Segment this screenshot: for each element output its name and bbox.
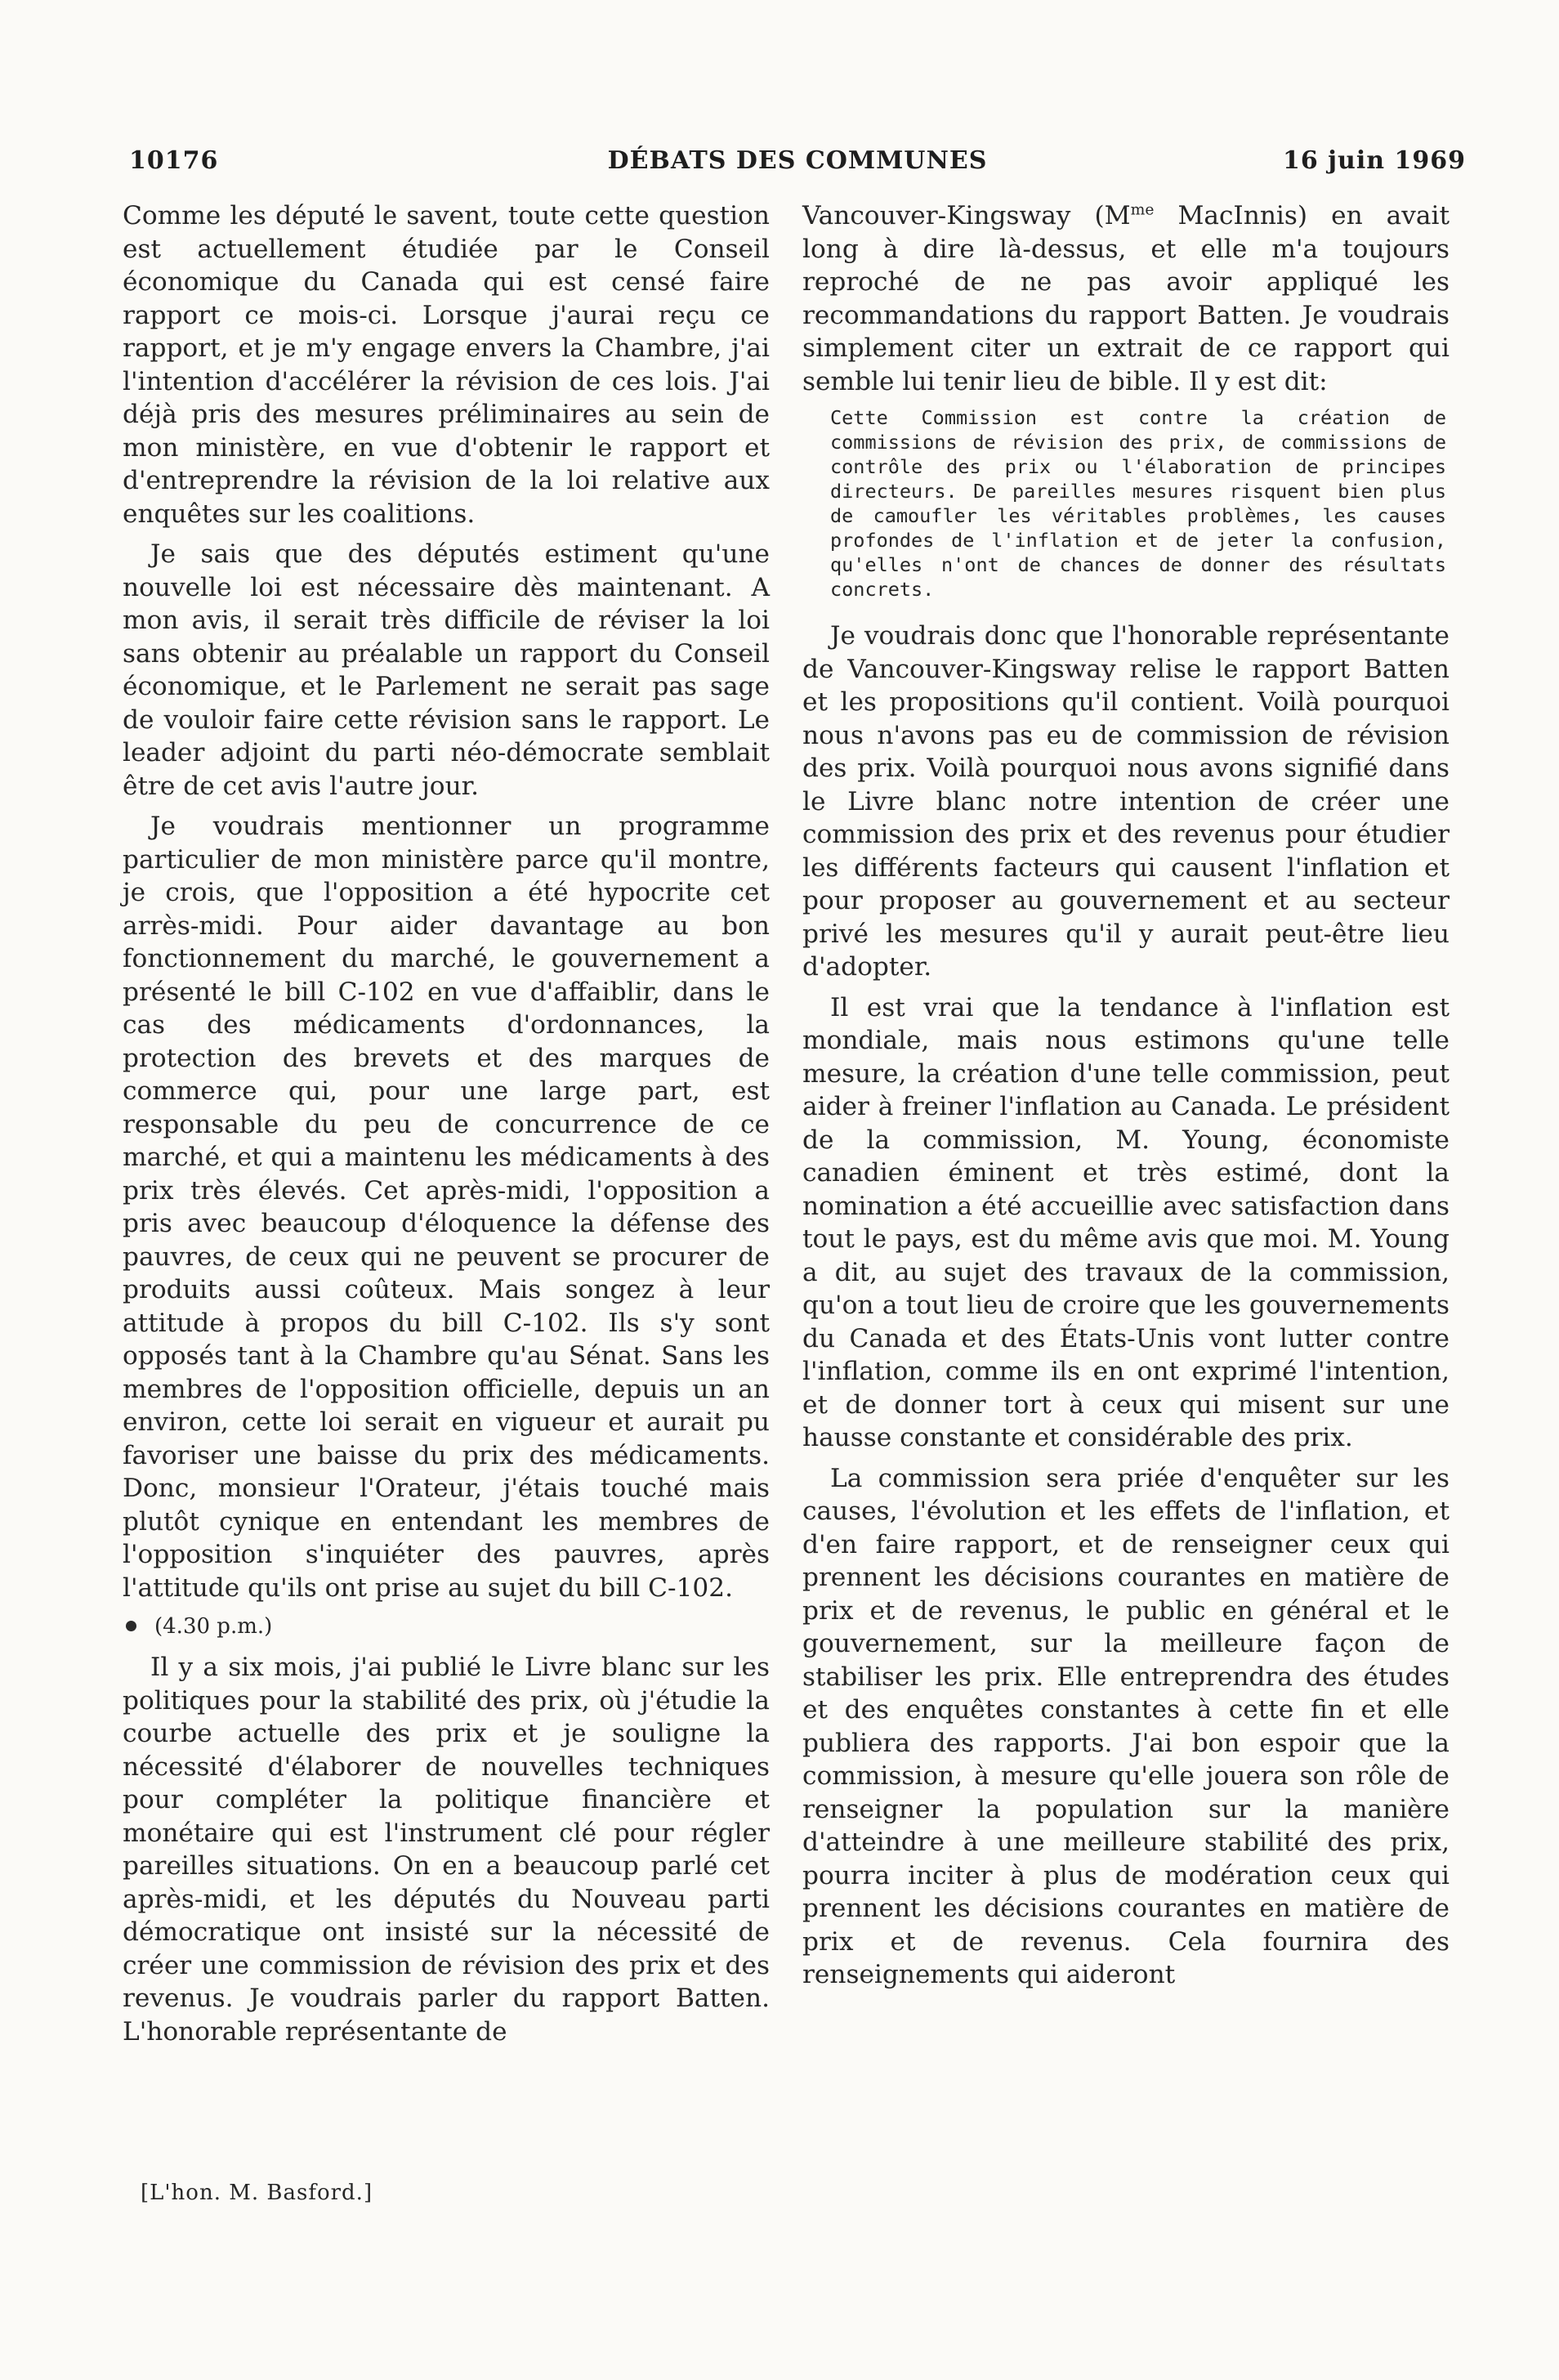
page-number: 10176 bbox=[129, 146, 219, 175]
title-abbrev: me bbox=[1130, 201, 1155, 219]
speaker-attribution: [L'hon. M. Basford.] bbox=[141, 2181, 373, 2205]
left-column bbox=[123, 199, 770, 2056]
bullet-icon bbox=[126, 1621, 136, 1631]
publication-date: 16 juin 1969 bbox=[1282, 146, 1466, 175]
paragraph-text: MacInnis) en avait long à dire là-dessus, et elle m'a toujours reproché de ne pas avoir appliqué les recommandations du rapport Batten. Je voudrais simplement citer un extrait de ce rapport qui semble lui tenir lieu de bible. Il y est dit: bbox=[802, 201, 1450, 396]
page-header bbox=[129, 141, 1466, 181]
paragraph: Il y a six mois, j'ai publié le Livre blanc sur les politiques pour la stabilité des prix, où j'étudie la courbe actuelle des prix et je souligne la nécessité d'élaborer de nouvelles techniques pour compléter la politique financière et monétaire qui est l'instrument clé pour régler pareilles situations. On en a beaucoup parlé cet après-midi, et les députés du Nouveau parti démocratique ont insisté sur la nécessité de créer une commission de révision des prix et des revenus. Je voudrais parler du rapport Batten. L'honorable représentante de bbox=[123, 1653, 770, 2047]
paragraph-text: Vancouver-Kingsway (M bbox=[802, 201, 1131, 230]
time-marker-text: (4.30 p.m.) bbox=[154, 1614, 273, 1639]
time-marker bbox=[123, 1612, 770, 1641]
paragraph: Il est vrai que la tendance à l'inflation est mondiale, mais nous estimons qu'une telle mesure, la création d'une telle commission, peut aider à freiner l'inflation au Canada. Le président de la commission, M. Young, économiste canadien éminent et très estimé, dont la nomination a été accueillie avec satisfaction dans tout le pays, est du même avis que moi. M. Young a dit, au sujet des travaux de la commission, qu'on a tout lieu de croire que les gouvernements du Canada et des États-Unis vont lutter contre l'inflation, comme ils en ont exprimé l'intention, et de donner tort à ceux qui misent sur une hausse constante et considérable des prix. bbox=[802, 992, 1450, 1452]
paragraph: La commission sera priée d'enquêter sur les causes, l'évolution et les effets de l'inflation, et d'en faire rapport, et de renseigner ceux qui prennent les décisions courantes en matière de prix et de revenus, le public en général et le gouvernement, sur la meilleure façon de stabiliser les prix. Elle entreprendra des études et des enquêtes constantes à cette fin et elle publiera des rapports. J'ai bon espoir que la commission, à mesure qu'elle jouera son rôle de renseigner la population sur la manière d'atteindre à une meilleure stabilité des prix, pourra inciter à plus de modération ceux qui prennent les décisions courantes en matière de prix et de revenus. Cela fournira des renseignements qui aideront bbox=[802, 1463, 1450, 1989]
paragraph: Comme les député le savent, toute cette question est actuellement étudiée par le Conseil économique du Canada qui est censé faire rapport ce mois-ci. Lorsque j'aurai reçu ce rapport, et je m'y engage envers la Chambre, j'ai l'intention d'accélérer la révision de ces lois. J'ai déjà pris des mesures préliminaires au sein de mon ministère, en vue d'obtenir le rapport et d'entreprendre la révision de la loi relative aux enquêtes sur les coalitions. bbox=[123, 201, 770, 529]
paragraph bbox=[802, 199, 1450, 398]
paragraph: Je voudrais mentionner un programme particulier de mon ministère parce qu'il montre, je crois, que l'opposition a été hypocrite cet arrès-midi. Pour aider davantage au bon fonctionnement du marché, le gouvernement a présenté le bill C-102 en vue d'affaiblir, dans le cas des médicaments d'ordonnances, la protection des brevets et des marques de commerce qui, pour une large part, est responsable du peu de concurrence de ce marché, et qui a maintenu les médicaments à des prix très élevés. Cet après-midi, l'opposition a pris avec beaucoup d'éloquence la défense des pauvres, de ceux qui ne peuvent se procurer de produits aussi coûteux. Mais songez à leur attitude à propos du bill C-102. Ils s'y sont opposés tant à la Chambre qu'au Sénat. Sans les membres de l'opposition officielle, depuis un an environ, cette loi serait en vigueur et aurait pu favoriser une baisse du prix des médicaments. Donc, monsieur l'Orateur, j'étais touché mais plutôt cynique en entendant les membres de l'opposition s'inquiéter des pauvres, après l'attitude qu'ils ont prise au sujet du bill C-102. bbox=[123, 812, 770, 1603]
paragraph: Je sais que des députés estiment qu'une nouvelle loi est nécessaire dès maintenant. A mon avis, il serait très difficile de réviser la loi sans obtenir au préalable un rapport du Conseil économique, et le Parlement ne serait pas sage de vouloir faire cette révision sans le rapport. Le leader adjoint du parti néo-démocrate semblait être de cet avis l'autre jour. bbox=[123, 539, 770, 801]
block-quote: Cette Commission est contre la création de commissions de révision des prix, de commissions de contrôle des prix ou l'élaboration de principes directeurs. De pareilles mesures risquent bien plus de camoufler les véritables problèmes, les causes profondes de l'inflation et de jeter la confusion, qu'elles n'ont de chances de donner des résultats concrets. bbox=[830, 406, 1446, 601]
right-column bbox=[802, 199, 1450, 1999]
paragraph: Je voudrais donc que l'honorable représentante de Vancouver-Kingsway relise le rapport Batten et les propositions qu'il contient. Voilà pourquoi nous n'avons pas eu de commission de révision des prix. Voilà pourquoi nous avons signifié dans le Livre blanc notre intention de créer une commission des prix et des revenus pour étudier les différents facteurs qui causent l'inflation et pour proposer au gouvernement et au secteur privé les mesures qu'il y aurait peut-être lieu d'adopter. bbox=[802, 621, 1450, 982]
publication-title: DÉBATS DES COMMUNES bbox=[607, 146, 988, 175]
